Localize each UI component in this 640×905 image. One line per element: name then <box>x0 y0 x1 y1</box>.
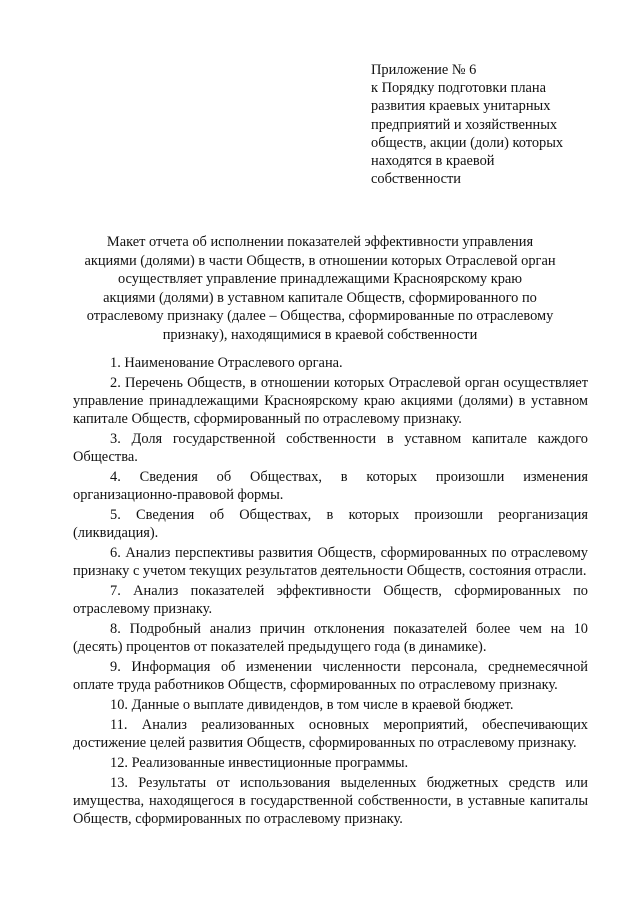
title-line: Макет отчета об исполнении показателей эффективности управления <box>106 234 534 250</box>
appendix-line: находятся в краевой <box>371 153 495 170</box>
title-line: отраслевому признаку (далее – Общества, сформированные по отраслевому <box>86 308 554 325</box>
list-item: 2. Перечень Обществ, в отношении которых Отраслевой орган осуществляет управление принадлежащими Красноярскому краю акциями (долями) в уставном капитале Обществ, сформированный по отраслевому признаку. <box>73 374 588 428</box>
document-title <box>84 233 556 345</box>
title-line: акциями (долями) в части Обществ, в отношении которых Отраслевой орган <box>84 252 556 269</box>
appendix-line: предприятий и хозяйственных <box>371 116 558 133</box>
title-line: осуществляет управление принадлежащими Красноярскому краю <box>117 271 523 288</box>
appendix-line: собственности <box>371 171 462 188</box>
list-item: 3. Доля государственной собственности в уставном капитале каждого Общества. <box>73 431 588 466</box>
list-item: 13. Результаты от использования выделенных бюджетных средств или имущества, находящегося в государственной собственности, в уставные капиталы Обществ, сформированных по отраслевому признаку. <box>73 774 588 827</box>
list-item: 12. Реализованные инвестиционные программы. <box>110 754 409 771</box>
appendix-line: развития краевых унитарных <box>371 98 551 115</box>
list-item: 9. Информация об изменении численности персонала, среднемесячной оплате труда работников Обществ, сформированных по отраслевому признаку. <box>73 659 588 694</box>
list-item: 10. Данные о выплате дивидендов, в том числе в краевой бюджет. <box>110 697 514 713</box>
list-item: 11. Анализ реализованных основных мероприятий, обеспечивающих достижение целей развития Обществ, сформированных по отраслевому признаку. <box>73 716 588 751</box>
list-item: 8. Подробный анализ причин отклонения показателей более чем на 10 (десять) процентов от показателей предыдущего года (в динамике). <box>73 621 588 656</box>
title-line: акциями (долями) в уставном капитале Обществ, сформированного по <box>103 289 537 306</box>
list-item: 7. Анализ показателей эффективности Обществ, сформированных по отраслевому признаку. <box>73 583 588 618</box>
appendix-header <box>371 61 606 188</box>
appendix-line: обществ, акции (доли) которых <box>371 134 564 151</box>
list-item: 4. Сведения об Обществах, в которых произошли изменения организационно-правовой формы. <box>73 469 588 504</box>
appendix-line: к Порядку подготовки плана <box>371 80 546 97</box>
report-items-list <box>73 354 588 830</box>
appendix-line: Приложение № 6 <box>371 62 477 78</box>
list-item: 5. Сведения об Обществах, в которых произошли реорганизация (ликвидация). <box>73 507 588 542</box>
list-item: 1. Наименование Отраслевого органа. <box>110 355 343 371</box>
list-item: 6. Анализ перспективы развития Обществ, сформированных по отраслевому признаку с учетом текущих результатов деятельности Обществ, состояния отрасли. <box>73 545 588 580</box>
title-line: признаку), находящимися в краевой собственности <box>162 326 478 343</box>
